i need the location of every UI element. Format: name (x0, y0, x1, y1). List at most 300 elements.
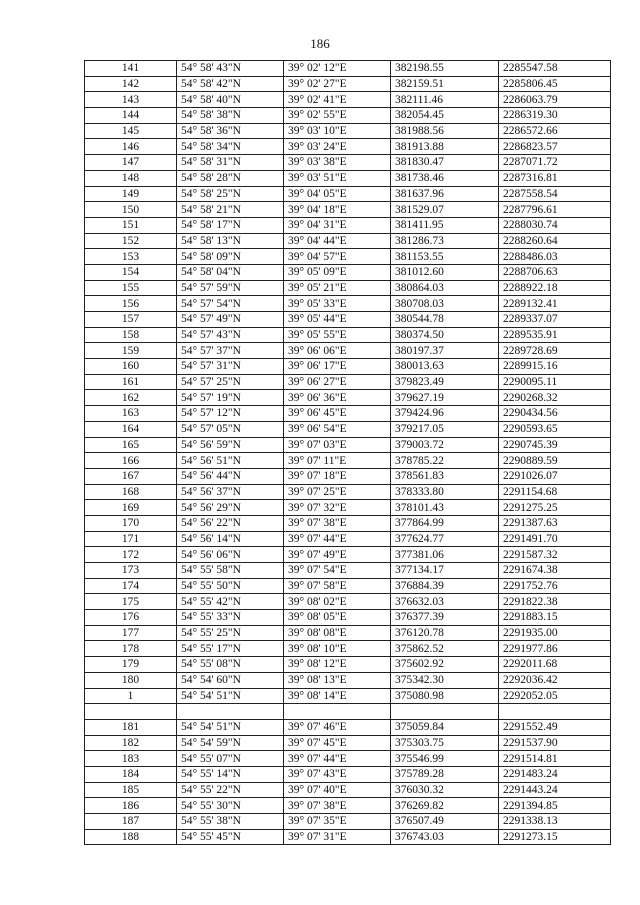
latitude-cell: 54° 55' 45"N (177, 829, 284, 845)
latitude-cell: 54° 55' 22"N (177, 782, 284, 798)
x-coordinate-cell: 379627.19 (391, 390, 499, 406)
longitude-cell: 39° 07' 18"E (284, 468, 391, 484)
point-number-cell: 178 (85, 641, 177, 657)
longitude-cell: 39° 03' 38"E (284, 155, 391, 171)
latitude-cell: 54° 57' 12"N (177, 406, 284, 422)
x-coordinate-cell: 381738.46 (391, 170, 499, 186)
table-row (85, 359, 611, 375)
y-coordinate-cell: 2289132.41 (499, 296, 611, 312)
longitude-cell: 39° 07' 38"E (284, 798, 391, 814)
latitude-cell: 54° 58' 31"N (177, 155, 284, 171)
point-number-cell: 160 (85, 359, 177, 375)
longitude-cell: 39° 08' 10"E (284, 641, 391, 657)
table-row (85, 390, 611, 406)
longitude-cell: 39° 08' 14"E (284, 688, 391, 704)
y-coordinate-cell: 2291977.86 (499, 641, 611, 657)
y-coordinate-cell: 2290268.32 (499, 390, 611, 406)
longitude-cell (284, 704, 391, 720)
latitude-cell: 54° 57' 25"N (177, 374, 284, 390)
y-coordinate-cell: 2291026.07 (499, 468, 611, 484)
y-coordinate-cell: 2292036.42 (499, 672, 611, 688)
x-coordinate-cell: 379424.96 (391, 406, 499, 422)
longitude-cell: 39° 07' 45"E (284, 735, 391, 751)
x-coordinate-cell: 378101.43 (391, 500, 499, 516)
table-row (85, 829, 611, 845)
x-coordinate-cell: 377381.06 (391, 547, 499, 563)
table-row (85, 641, 611, 657)
table-row (85, 249, 611, 265)
table-row (85, 453, 611, 469)
longitude-cell: 39° 07' 44"E (284, 751, 391, 767)
x-coordinate-cell: 376377.39 (391, 610, 499, 626)
point-number-cell: 146 (85, 139, 177, 155)
latitude-cell: 54° 58' 13"N (177, 233, 284, 249)
latitude-cell: 54° 56' 59"N (177, 437, 284, 453)
x-coordinate-cell: 379003.72 (391, 437, 499, 453)
latitude-cell: 54° 55' 38"N (177, 814, 284, 830)
longitude-cell: 39° 07' 54"E (284, 563, 391, 579)
table-row (85, 798, 611, 814)
table-row (85, 594, 611, 610)
x-coordinate-cell: 381012.60 (391, 264, 499, 280)
table-row (85, 170, 611, 186)
table-row (85, 547, 611, 563)
y-coordinate-cell: 2291443.24 (499, 782, 611, 798)
point-number-cell: 141 (85, 61, 177, 77)
point-number-cell: 188 (85, 829, 177, 845)
table-row (85, 123, 611, 139)
y-coordinate-cell: 2290434.56 (499, 406, 611, 422)
longitude-cell: 39° 06' 27"E (284, 374, 391, 390)
point-number-cell: 162 (85, 390, 177, 406)
x-coordinate-cell: 375862.52 (391, 641, 499, 657)
longitude-cell: 39° 07' 03"E (284, 437, 391, 453)
longitude-cell: 39° 02' 27"E (284, 76, 391, 92)
table-row (85, 672, 611, 688)
x-coordinate-cell: 380374.50 (391, 327, 499, 343)
table-row (85, 139, 611, 155)
y-coordinate-cell: 2292052.05 (499, 688, 611, 704)
point-number-cell: 181 (85, 719, 177, 735)
x-coordinate-cell: 381286.73 (391, 233, 499, 249)
latitude-cell: 54° 56' 51"N (177, 453, 284, 469)
table-row (85, 751, 611, 767)
x-coordinate-cell: 378561.83 (391, 468, 499, 484)
coordinates-table (84, 60, 611, 845)
table-row (85, 108, 611, 124)
x-coordinate-cell: 382159.51 (391, 76, 499, 92)
latitude-cell: 54° 58' 43"N (177, 61, 284, 77)
table-row (85, 61, 611, 77)
x-coordinate-cell: 381529.07 (391, 202, 499, 218)
latitude-cell: 54° 58' 34"N (177, 139, 284, 155)
coordinates-table-body (85, 61, 611, 845)
table-row (85, 406, 611, 422)
longitude-cell: 39° 03' 51"E (284, 170, 391, 186)
x-coordinate-cell: 377864.99 (391, 515, 499, 531)
point-number-cell: 175 (85, 594, 177, 610)
longitude-cell: 39° 08' 05"E (284, 610, 391, 626)
point-number-cell: 167 (85, 468, 177, 484)
longitude-cell: 39° 05' 33"E (284, 296, 391, 312)
latitude-cell: 54° 58' 04"N (177, 264, 284, 280)
longitude-cell: 39° 07' 11"E (284, 453, 391, 469)
x-coordinate-cell: 382054.45 (391, 108, 499, 124)
longitude-cell: 39° 04' 18"E (284, 202, 391, 218)
x-coordinate-cell: 380544.78 (391, 312, 499, 328)
point-number-cell: 155 (85, 280, 177, 296)
point-number-cell: 182 (85, 735, 177, 751)
x-coordinate-cell: 378333.80 (391, 484, 499, 500)
latitude-cell: 54° 58' 36"N (177, 123, 284, 139)
point-number-cell: 169 (85, 500, 177, 516)
longitude-cell: 39° 03' 24"E (284, 139, 391, 155)
longitude-cell: 39° 02' 41"E (284, 92, 391, 108)
point-number-cell: 186 (85, 798, 177, 814)
x-coordinate-cell: 376743.03 (391, 829, 499, 845)
table-row (85, 782, 611, 798)
x-coordinate-cell: 376884.39 (391, 578, 499, 594)
y-coordinate-cell: 2291552.49 (499, 719, 611, 735)
point-number-cell: 156 (85, 296, 177, 312)
x-coordinate-cell: 376632.03 (391, 594, 499, 610)
y-coordinate-cell: 2291935.00 (499, 625, 611, 641)
y-coordinate-cell: 2292011.68 (499, 657, 611, 673)
x-coordinate-cell: 375789.28 (391, 766, 499, 782)
longitude-cell: 39° 07' 35"E (284, 814, 391, 830)
table-row (85, 578, 611, 594)
table-row (85, 719, 611, 735)
longitude-cell: 39° 02' 55"E (284, 108, 391, 124)
point-number-cell: 1 (85, 688, 177, 704)
table-row (85, 704, 611, 720)
latitude-cell: 54° 55' 07"N (177, 751, 284, 767)
table-row (85, 766, 611, 782)
latitude-cell: 54° 55' 17"N (177, 641, 284, 657)
latitude-cell: 54° 55' 42"N (177, 594, 284, 610)
y-coordinate-cell: 2287071.72 (499, 155, 611, 171)
table-row (85, 657, 611, 673)
longitude-cell: 39° 03' 10"E (284, 123, 391, 139)
x-coordinate-cell: 380864.03 (391, 280, 499, 296)
point-number-cell: 150 (85, 202, 177, 218)
latitude-cell: 54° 55' 25"N (177, 625, 284, 641)
table-row (85, 155, 611, 171)
point-number-cell: 152 (85, 233, 177, 249)
table-row (85, 202, 611, 218)
table-row (85, 735, 611, 751)
latitude-cell: 54° 55' 50"N (177, 578, 284, 594)
page-number: 186 (310, 36, 330, 51)
table-row (85, 421, 611, 437)
longitude-cell: 39° 04' 05"E (284, 186, 391, 202)
y-coordinate-cell: 2286319.30 (499, 108, 611, 124)
point-number-cell: 145 (85, 123, 177, 139)
y-coordinate-cell: 2291483.24 (499, 766, 611, 782)
table-row (85, 217, 611, 233)
longitude-cell: 39° 05' 55"E (284, 327, 391, 343)
point-number-cell: 168 (85, 484, 177, 500)
y-coordinate-cell: 2291275.25 (499, 500, 611, 516)
y-coordinate-cell: 2291587.32 (499, 547, 611, 563)
latitude-cell: 54° 56' 06"N (177, 547, 284, 563)
latitude-cell: 54° 58' 21"N (177, 202, 284, 218)
longitude-cell: 39° 07' 43"E (284, 766, 391, 782)
y-coordinate-cell: 2291387.63 (499, 515, 611, 531)
x-coordinate-cell: 382198.55 (391, 61, 499, 77)
latitude-cell: 54° 57' 49"N (177, 312, 284, 328)
table-row (85, 437, 611, 453)
point-number-cell: 174 (85, 578, 177, 594)
x-coordinate-cell: 375303.75 (391, 735, 499, 751)
point-number-cell: 165 (85, 437, 177, 453)
y-coordinate-cell: 2287558.54 (499, 186, 611, 202)
x-coordinate-cell: 376507.49 (391, 814, 499, 830)
latitude-cell: 54° 58' 28"N (177, 170, 284, 186)
longitude-cell: 39° 07' 32"E (284, 500, 391, 516)
point-number-cell: 154 (85, 264, 177, 280)
longitude-cell: 39° 07' 49"E (284, 547, 391, 563)
y-coordinate-cell: 2291822.38 (499, 594, 611, 610)
x-coordinate-cell: 375602.92 (391, 657, 499, 673)
latitude-cell: 54° 57' 19"N (177, 390, 284, 406)
table-row (85, 610, 611, 626)
x-coordinate-cell: 375059.84 (391, 719, 499, 735)
latitude-cell: 54° 57' 05"N (177, 421, 284, 437)
x-coordinate-cell: 382111.46 (391, 92, 499, 108)
latitude-cell (177, 704, 284, 720)
point-number-cell: 157 (85, 312, 177, 328)
x-coordinate-cell: 381988.56 (391, 123, 499, 139)
table-row (85, 814, 611, 830)
latitude-cell: 54° 58' 17"N (177, 217, 284, 233)
y-coordinate-cell: 2291883.15 (499, 610, 611, 626)
table-row (85, 296, 611, 312)
table-row (85, 186, 611, 202)
y-coordinate-cell: 2285806.45 (499, 76, 611, 92)
longitude-cell: 39° 08' 12"E (284, 657, 391, 673)
longitude-cell: 39° 06' 54"E (284, 421, 391, 437)
point-number-cell: 149 (85, 186, 177, 202)
point-number-cell: 184 (85, 766, 177, 782)
longitude-cell: 39° 04' 31"E (284, 217, 391, 233)
table-row (85, 484, 611, 500)
x-coordinate-cell: 377624.77 (391, 531, 499, 547)
point-number-cell: 166 (85, 453, 177, 469)
point-number-cell: 164 (85, 421, 177, 437)
longitude-cell: 39° 05' 21"E (284, 280, 391, 296)
x-coordinate-cell: 375546.99 (391, 751, 499, 767)
y-coordinate-cell: 2288706.63 (499, 264, 611, 280)
longitude-cell: 39° 06' 36"E (284, 390, 391, 406)
y-coordinate-cell: 2287316.81 (499, 170, 611, 186)
longitude-cell: 39° 08' 13"E (284, 672, 391, 688)
point-number-cell: 187 (85, 814, 177, 830)
point-number-cell: 148 (85, 170, 177, 186)
point-number-cell: 183 (85, 751, 177, 767)
latitude-cell: 54° 55' 14"N (177, 766, 284, 782)
point-number-cell: 173 (85, 563, 177, 579)
latitude-cell: 54° 57' 43"N (177, 327, 284, 343)
longitude-cell: 39° 08' 08"E (284, 625, 391, 641)
y-coordinate-cell: 2288030.74 (499, 217, 611, 233)
longitude-cell: 39° 06' 45"E (284, 406, 391, 422)
x-coordinate-cell: 380708.03 (391, 296, 499, 312)
x-coordinate-cell: 380197.37 (391, 343, 499, 359)
y-coordinate-cell: 2288486.03 (499, 249, 611, 265)
y-coordinate-cell: 2286572.66 (499, 123, 611, 139)
y-coordinate-cell: 2286063.79 (499, 92, 611, 108)
latitude-cell: 54° 55' 33"N (177, 610, 284, 626)
point-number-cell: 151 (85, 217, 177, 233)
x-coordinate-cell: 375080.98 (391, 688, 499, 704)
table-row (85, 374, 611, 390)
longitude-cell: 39° 06' 06"E (284, 343, 391, 359)
point-number-cell: 143 (85, 92, 177, 108)
point-number-cell: 170 (85, 515, 177, 531)
table-row (85, 500, 611, 516)
latitude-cell: 54° 58' 42"N (177, 76, 284, 92)
y-coordinate-cell: 2291338.13 (499, 814, 611, 830)
y-coordinate-cell: 2291394.85 (499, 798, 611, 814)
latitude-cell: 54° 57' 59"N (177, 280, 284, 296)
x-coordinate-cell: 376269.82 (391, 798, 499, 814)
y-coordinate-cell: 2291537.90 (499, 735, 611, 751)
y-coordinate-cell: 2290889.59 (499, 453, 611, 469)
latitude-cell: 54° 57' 54"N (177, 296, 284, 312)
latitude-cell: 54° 54' 59"N (177, 735, 284, 751)
x-coordinate-cell (391, 704, 499, 720)
point-number-cell: 158 (85, 327, 177, 343)
x-coordinate-cell: 381153.55 (391, 249, 499, 265)
y-coordinate-cell: 2291514.81 (499, 751, 611, 767)
latitude-cell: 54° 56' 29"N (177, 500, 284, 516)
y-coordinate-cell (499, 704, 611, 720)
y-coordinate-cell: 2289728.69 (499, 343, 611, 359)
latitude-cell: 54° 54' 60"N (177, 672, 284, 688)
latitude-cell: 54° 58' 40"N (177, 92, 284, 108)
y-coordinate-cell: 2290745.39 (499, 437, 611, 453)
latitude-cell: 54° 54' 51"N (177, 688, 284, 704)
y-coordinate-cell: 2288922.18 (499, 280, 611, 296)
point-number-cell: 179 (85, 657, 177, 673)
longitude-cell: 39° 07' 46"E (284, 719, 391, 735)
latitude-cell: 54° 56' 44"N (177, 468, 284, 484)
table-row (85, 625, 611, 641)
x-coordinate-cell: 381830.47 (391, 155, 499, 171)
point-number-cell: 180 (85, 672, 177, 688)
y-coordinate-cell: 2289535.91 (499, 327, 611, 343)
x-coordinate-cell: 379217.05 (391, 421, 499, 437)
y-coordinate-cell: 2288260.64 (499, 233, 611, 249)
point-number-cell: 171 (85, 531, 177, 547)
point-number-cell: 159 (85, 343, 177, 359)
longitude-cell: 39° 07' 44"E (284, 531, 391, 547)
x-coordinate-cell: 377134.17 (391, 563, 499, 579)
table-row (85, 280, 611, 296)
latitude-cell: 54° 57' 37"N (177, 343, 284, 359)
point-number-cell: 172 (85, 547, 177, 563)
latitude-cell: 54° 55' 30"N (177, 798, 284, 814)
y-coordinate-cell: 2285547.58 (499, 61, 611, 77)
y-coordinate-cell: 2289337.07 (499, 312, 611, 328)
latitude-cell: 54° 57' 31"N (177, 359, 284, 375)
table-row (85, 563, 611, 579)
x-coordinate-cell: 381913.88 (391, 139, 499, 155)
point-number-cell: 163 (85, 406, 177, 422)
table-row (85, 92, 611, 108)
longitude-cell: 39° 05' 44"E (284, 312, 391, 328)
y-coordinate-cell: 2289915.16 (499, 359, 611, 375)
y-coordinate-cell: 2291491.70 (499, 531, 611, 547)
table-row (85, 531, 611, 547)
latitude-cell: 54° 58' 25"N (177, 186, 284, 202)
x-coordinate-cell: 378785.22 (391, 453, 499, 469)
latitude-cell: 54° 58' 09"N (177, 249, 284, 265)
y-coordinate-cell: 2291752.76 (499, 578, 611, 594)
table-row (85, 76, 611, 92)
y-coordinate-cell: 2290095.11 (499, 374, 611, 390)
point-number-cell: 153 (85, 249, 177, 265)
y-coordinate-cell: 2290593.65 (499, 421, 611, 437)
table-row (85, 688, 611, 704)
table-row (85, 264, 611, 280)
x-coordinate-cell: 376030.32 (391, 782, 499, 798)
table-row (85, 343, 611, 359)
x-coordinate-cell: 376120.78 (391, 625, 499, 641)
longitude-cell: 39° 08' 02"E (284, 594, 391, 610)
longitude-cell: 39° 04' 44"E (284, 233, 391, 249)
x-coordinate-cell: 381637.96 (391, 186, 499, 202)
x-coordinate-cell: 381411.95 (391, 217, 499, 233)
longitude-cell: 39° 07' 58"E (284, 578, 391, 594)
point-number-cell: 177 (85, 625, 177, 641)
table-row (85, 233, 611, 249)
longitude-cell: 39° 07' 40"E (284, 782, 391, 798)
latitude-cell: 54° 55' 08"N (177, 657, 284, 673)
table-row (85, 312, 611, 328)
longitude-cell: 39° 07' 25"E (284, 484, 391, 500)
point-number-cell (85, 704, 177, 720)
point-number-cell: 185 (85, 782, 177, 798)
longitude-cell: 39° 02' 12"E (284, 61, 391, 77)
latitude-cell: 54° 56' 37"N (177, 484, 284, 500)
latitude-cell: 54° 54' 51"N (177, 719, 284, 735)
latitude-cell: 54° 56' 14"N (177, 531, 284, 547)
table-row (85, 515, 611, 531)
point-number-cell: 142 (85, 76, 177, 92)
y-coordinate-cell: 2286823.57 (499, 139, 611, 155)
x-coordinate-cell: 380013.63 (391, 359, 499, 375)
latitude-cell: 54° 56' 22"N (177, 515, 284, 531)
table-row (85, 327, 611, 343)
latitude-cell: 54° 55' 58"N (177, 563, 284, 579)
longitude-cell: 39° 05' 09"E (284, 264, 391, 280)
point-number-cell: 144 (85, 108, 177, 124)
x-coordinate-cell: 375342.30 (391, 672, 499, 688)
longitude-cell: 39° 07' 31"E (284, 829, 391, 845)
table-row (85, 468, 611, 484)
longitude-cell: 39° 06' 17"E (284, 359, 391, 375)
longitude-cell: 39° 07' 38"E (284, 515, 391, 531)
point-number-cell: 161 (85, 374, 177, 390)
y-coordinate-cell: 2287796.61 (499, 202, 611, 218)
x-coordinate-cell: 379823.49 (391, 374, 499, 390)
y-coordinate-cell: 2291674.38 (499, 563, 611, 579)
point-number-cell: 147 (85, 155, 177, 171)
longitude-cell: 39° 04' 57"E (284, 249, 391, 265)
y-coordinate-cell: 2291273.15 (499, 829, 611, 845)
